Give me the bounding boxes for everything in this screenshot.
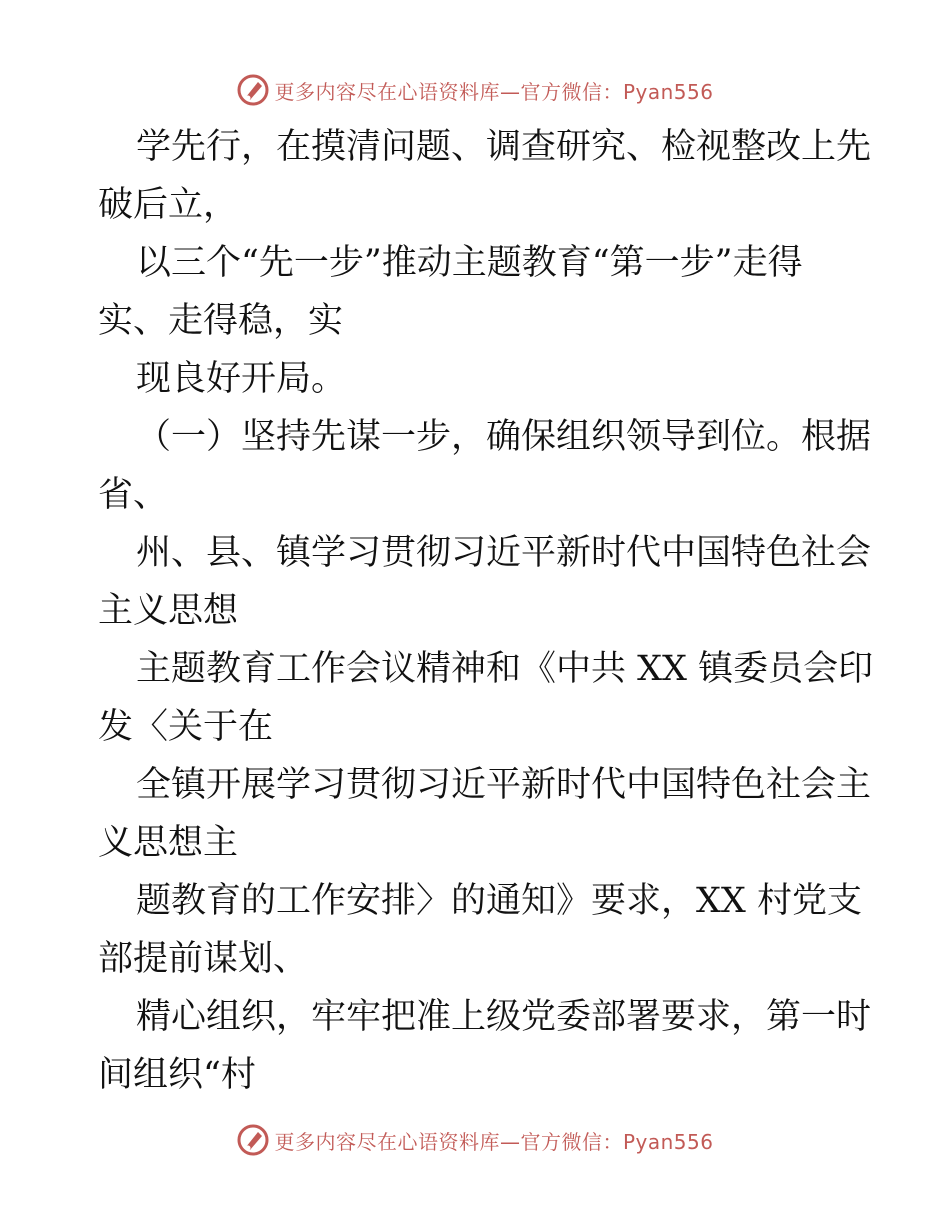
watermark-header: [0, 70, 950, 110]
watermark-footer: [0, 1120, 950, 1160]
text-line: 实、走得稳，实: [98, 301, 344, 341]
text-line: 破后立，: [98, 185, 239, 225]
text-line: 发〈关于在: [98, 707, 274, 747]
pen-nib-logo-icon: [236, 1123, 270, 1157]
text-line: 以三个“先一步”推动主题教育“第一步”走得: [136, 243, 803, 283]
text-line: 现良好开局。: [136, 359, 347, 399]
text-line: 义思想主: [98, 823, 239, 863]
text-line: 州、县、镇学习贯彻习近平新时代中国特色社会: [136, 533, 872, 573]
document-body: [0, 118, 950, 1104]
text-line: 精心组织，牢牢把准上级党委部署要求，第一时: [136, 997, 872, 1037]
text-line: 省、: [98, 475, 169, 515]
text-line: 部提前谋划、: [98, 939, 309, 979]
text-line: 全镇开展学习贯彻习近平新时代中国特色社会主: [136, 765, 872, 805]
text-line: （一）坚持先谋一步，确保组织领导到位。根据: [136, 417, 872, 457]
watermark-text: 更多内容尽在心语资料库—官方微信：Pyan556: [274, 1129, 714, 1154]
text-line: 间组织“村: [98, 1055, 256, 1095]
pen-nib-logo-icon: [236, 73, 270, 107]
text-line: 主题教育工作会议精神和《中共 XX 镇委员会印: [136, 649, 874, 689]
text-line: 学先行，在摸清问题、调查研究、检视整改上先: [136, 127, 872, 167]
watermark-text: 更多内容尽在心语资料库—官方微信：Pyan556: [274, 79, 714, 104]
text-line: 主义思想: [98, 591, 239, 631]
text-line: 题教育的工作安排〉的通知》要求，XX 村党支: [136, 881, 862, 921]
